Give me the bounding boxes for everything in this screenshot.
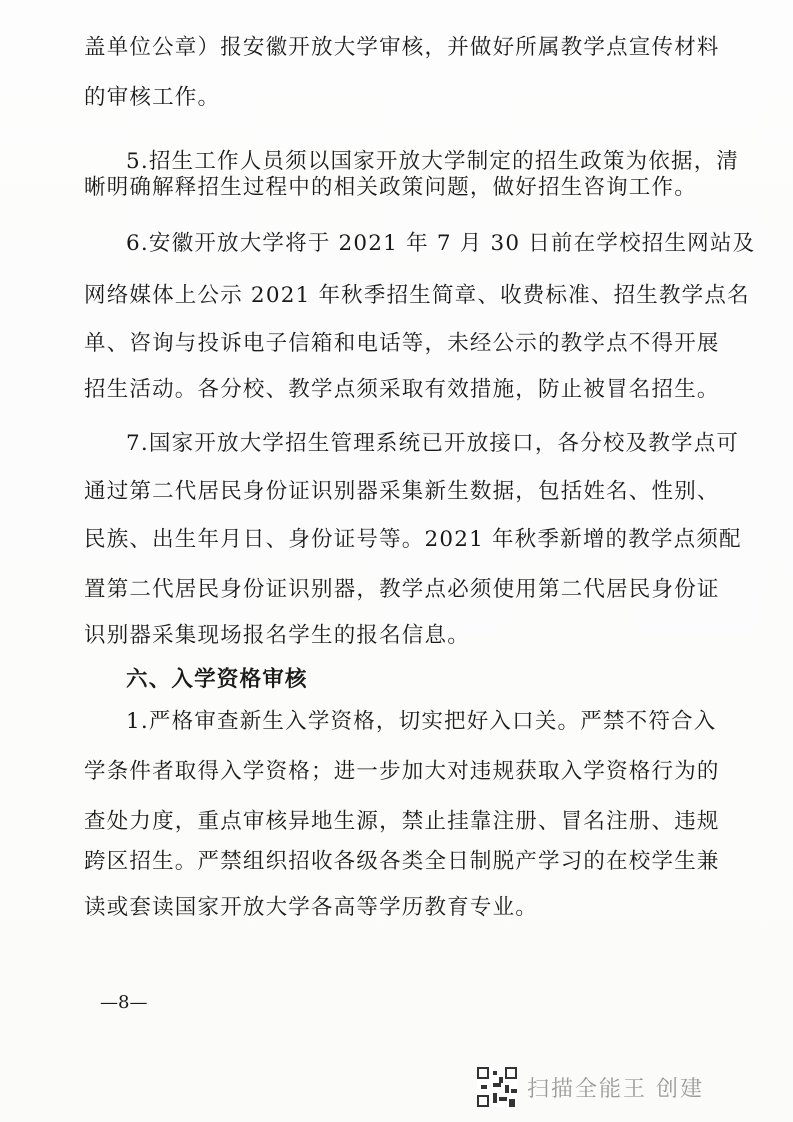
section-heading: 六、入学资格审核 bbox=[126, 667, 308, 692]
text-line: 7.国家开放大学招生管理系统已开放接口，各分校及教学点可 bbox=[126, 431, 740, 456]
text-line: 招生活动。各分校、教学点须采取有效措施，防止被冒名招生。 bbox=[84, 377, 720, 402]
scanner-watermark bbox=[477, 1066, 704, 1108]
text-line: 读或套读国家开放大学各高等学历教育专业。 bbox=[84, 895, 539, 920]
text-line: 盖单位公章）报安徽开放大学审核，并做好所属教学点宣传材料 bbox=[84, 35, 720, 60]
text-line: 查处力度，重点审核异地生源，禁止挂靠注册、冒名注册、违规 bbox=[84, 809, 720, 834]
text-line: 6.安徽开放大学将于 2021 年 7 月 30 日前在学校招生网站及 bbox=[126, 231, 756, 256]
text-line: 识别器采集现场报名学生的报名信息。 bbox=[84, 623, 470, 648]
text-line: 跨区招生。严禁组织招收各级各类全日制脱产学习的在校学生兼 bbox=[84, 849, 720, 874]
text-line: 学条件者取得入学资格；进一步加大对违规获取入学资格行为的 bbox=[84, 759, 720, 784]
text-line: 置第二代居民身份证识别器，教学点必须使用第二代居民身份证 bbox=[84, 577, 720, 602]
text-line: 1.严格审查新生入学资格，切实把好入口关。严禁不符合入 bbox=[126, 709, 717, 734]
text-line: 单、咨询与投诉电子信箱和电话等，未经公示的教学点不得开展 bbox=[84, 331, 720, 356]
text-line: 通过第二代居民身份证识别器采集新生数据，包括姓名、性别、 bbox=[84, 479, 720, 504]
page-number: —8— bbox=[100, 992, 148, 1013]
watermark-text: 扫描全能王 创建 bbox=[527, 1076, 704, 1102]
text-line: 的审核工作。 bbox=[84, 85, 221, 110]
text-line: 晰明确解释招生过程中的相关政策问题，做好招生咨询工作。 bbox=[84, 175, 697, 200]
text-line: 民族、出生年月日、身份证号等。2021 年秋季新增的教学点须配 bbox=[84, 527, 742, 552]
qr-code-icon bbox=[477, 1067, 517, 1107]
text-line: 网络媒体上公示 2021 年秋季招生简章、收费标准、招生教学点名 bbox=[84, 283, 750, 308]
text-line: 5.招生工作人员须以国家开放大学制定的招生政策为依据，清 bbox=[126, 149, 740, 174]
